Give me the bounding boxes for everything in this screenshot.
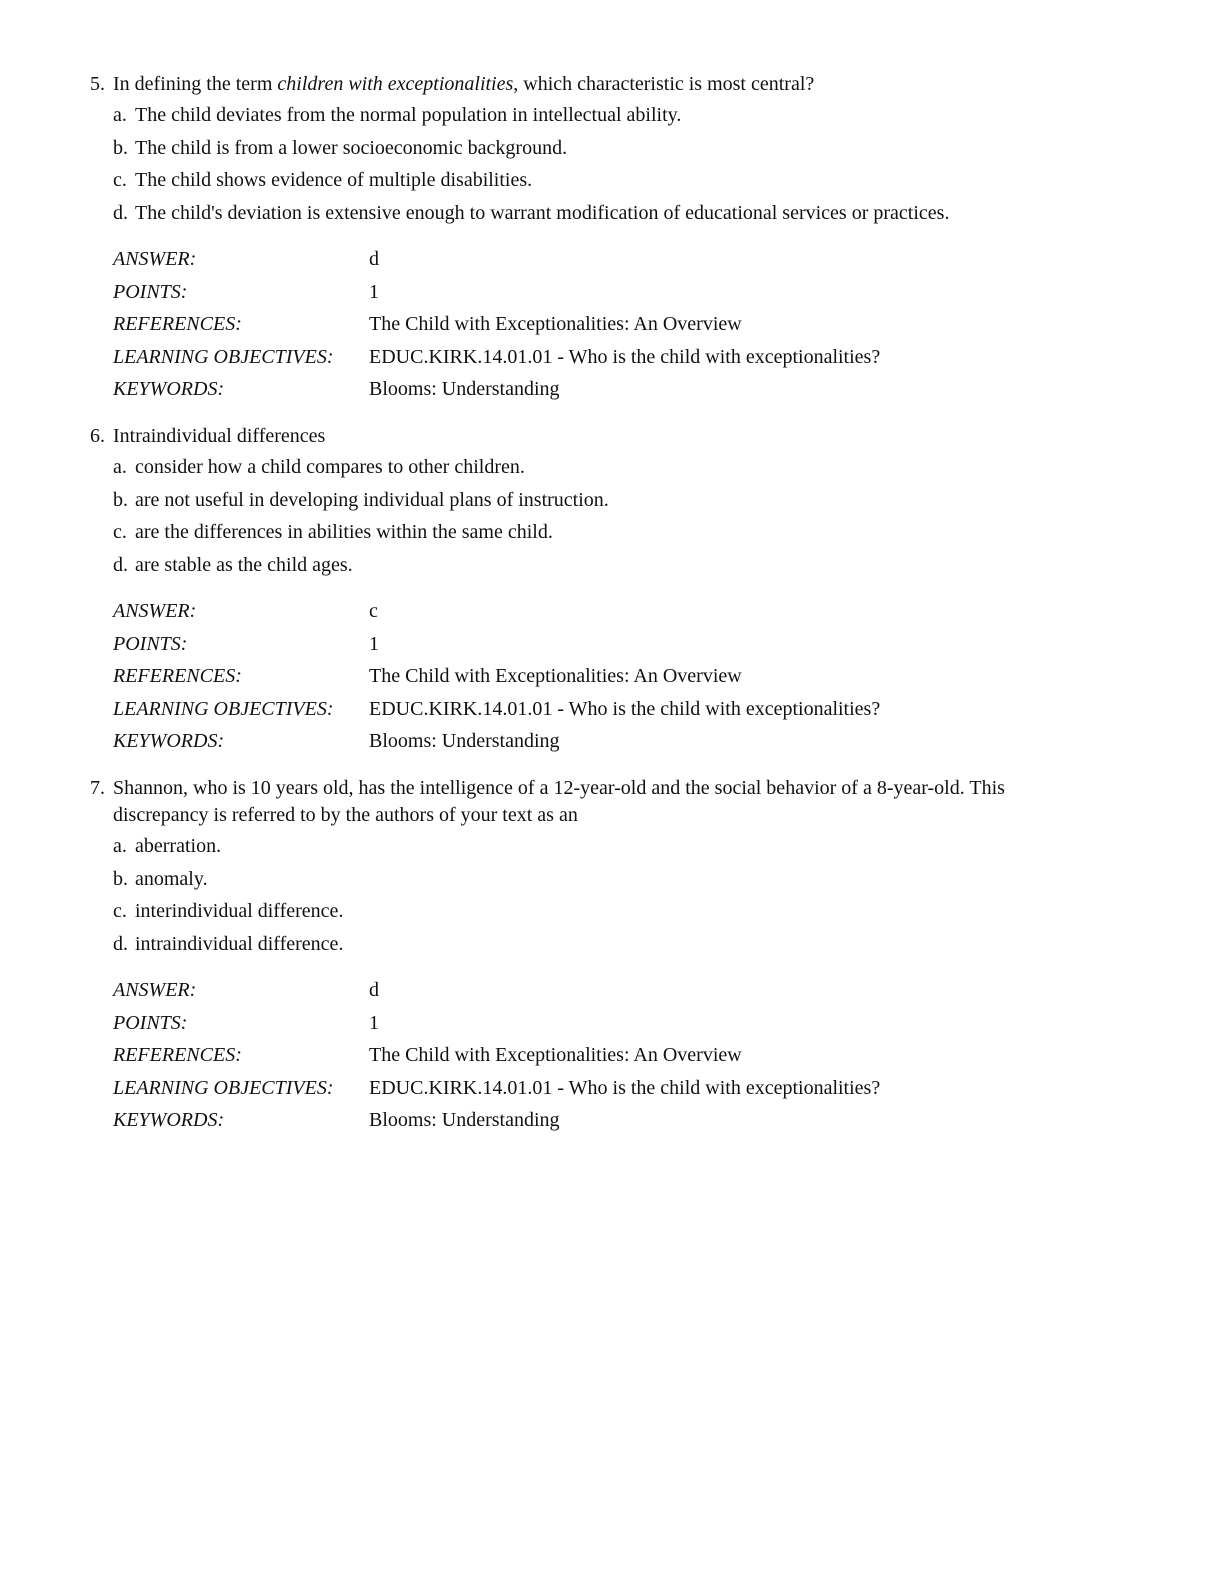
question-metadata — [113, 978, 1090, 1141]
option-letter: a. — [113, 104, 127, 126]
meta-answer — [113, 247, 1090, 280]
stem-text-after: , which characteristic is most central? — [513, 73, 815, 95]
meta-value: EDUC.KIRK.14.01.01 - Who is the child with exceptionalities? — [369, 697, 881, 720]
option-c — [113, 899, 1090, 932]
meta-label: KEYWORDS: — [113, 1109, 225, 1131]
meta-label: LEARNING OBJECTIVES: — [113, 345, 334, 368]
option-letter: d. — [113, 553, 128, 576]
meta-answer — [113, 978, 1090, 1011]
option-text: The child's deviation is extensive enough to warrant modification of educational services or practices. — [135, 201, 950, 224]
option-letter: b. — [113, 488, 128, 511]
question-number: 7. — [90, 777, 105, 799]
option-letter: c. — [113, 900, 127, 922]
option-a — [113, 103, 1090, 136]
meta-value: 1 — [369, 1011, 379, 1034]
meta-label: REFERENCES: — [113, 1044, 242, 1066]
option-text: The child is from a lower socioeconomic background. — [135, 136, 568, 159]
option-text: consider how a child compares to other children. — [135, 456, 525, 478]
option-b — [113, 136, 1090, 169]
option-b — [113, 867, 1090, 900]
meta-label: REFERENCES: — [113, 665, 242, 687]
option-b — [113, 488, 1090, 521]
meta-value: d — [369, 979, 379, 1001]
question-metadata — [113, 247, 1090, 410]
option-letter: c. — [113, 521, 127, 543]
option-text: The child deviates from the normal population in intellectual ability. — [135, 104, 682, 126]
stem-text-before: In defining the term — [113, 73, 278, 95]
meta-label: REFERENCES: — [113, 313, 242, 335]
option-letter: d. — [113, 932, 128, 955]
meta-references — [113, 1043, 1090, 1076]
question-6 — [90, 423, 1090, 762]
meta-value: EDUC.KIRK.14.01.01 - Who is the child with exceptionalities? — [369, 345, 881, 368]
option-letter: c. — [113, 169, 127, 191]
option-letter: a. — [113, 456, 127, 478]
meta-label: LEARNING OBJECTIVES: — [113, 1076, 334, 1099]
meta-value: 1 — [369, 280, 379, 303]
question-text — [113, 71, 1090, 98]
meta-learning-objectives — [113, 1076, 1090, 1109]
meta-points — [113, 1011, 1090, 1044]
option-c — [113, 520, 1090, 553]
option-text: intraindividual difference. — [135, 932, 344, 955]
meta-learning-objectives — [113, 345, 1090, 378]
question-text: Shannon, who is 10 years old, has the intelligence of a 12-year-old and the social behavior of a 8-year-old. This discrepancy is referred to by the authors of your text as an — [113, 777, 1005, 826]
answer-options — [113, 834, 1090, 964]
option-letter: a. — [113, 835, 127, 857]
question-text: Intraindividual differences — [113, 425, 326, 447]
option-d — [113, 932, 1090, 965]
meta-label: POINTS: — [113, 280, 188, 303]
question-stem — [90, 423, 1090, 450]
answer-options — [113, 103, 1090, 233]
meta-value: d — [369, 248, 379, 270]
meta-points — [113, 632, 1090, 665]
meta-value: The Child with Exceptionalities: An Overview — [369, 1044, 742, 1066]
option-d — [113, 553, 1090, 586]
option-letter: b. — [113, 136, 128, 159]
question-stem — [90, 71, 1090, 98]
meta-label: POINTS: — [113, 632, 188, 655]
meta-value: The Child with Exceptionalities: An Overview — [369, 665, 742, 687]
question-stem — [90, 775, 1090, 829]
meta-keywords — [113, 377, 1090, 410]
meta-value: c — [369, 600, 378, 622]
meta-label: ANSWER: — [113, 600, 197, 622]
meta-references — [113, 664, 1090, 697]
option-text: anomaly. — [135, 867, 208, 890]
option-d — [113, 201, 1090, 234]
question-number: 5. — [90, 73, 105, 95]
option-text: aberration. — [135, 835, 222, 857]
option-text: interindividual difference. — [135, 900, 344, 922]
meta-value: Blooms: Understanding — [369, 378, 560, 400]
meta-value: EDUC.KIRK.14.01.01 - Who is the child with exceptionalities? — [369, 1076, 881, 1099]
meta-answer — [113, 599, 1090, 632]
meta-label: POINTS: — [113, 1011, 188, 1034]
meta-label: ANSWER: — [113, 979, 197, 1001]
question-number: 6. — [90, 425, 105, 447]
meta-keywords — [113, 1108, 1090, 1141]
stem-italic-term: children with exceptionalities — [277, 73, 514, 95]
question-metadata — [113, 599, 1090, 762]
meta-keywords — [113, 729, 1090, 762]
option-a — [113, 455, 1090, 488]
option-text: are the differences in abilities within the same child. — [135, 521, 553, 543]
meta-label: KEYWORDS: — [113, 378, 225, 400]
meta-value: Blooms: Understanding — [369, 1109, 560, 1131]
meta-label: ANSWER: — [113, 248, 197, 270]
option-a — [113, 834, 1090, 867]
meta-value: Blooms: Understanding — [369, 730, 560, 752]
question-5 — [90, 71, 1090, 410]
answer-options — [113, 455, 1090, 585]
option-text: are not useful in developing individual plans of instruction. — [135, 488, 609, 511]
option-text: The child shows evidence of multiple disabilities. — [135, 169, 533, 191]
option-text: are stable as the child ages. — [135, 553, 353, 576]
option-letter: b. — [113, 867, 128, 890]
meta-label: KEYWORDS: — [113, 730, 225, 752]
meta-label: LEARNING OBJECTIVES: — [113, 697, 334, 720]
meta-references — [113, 312, 1090, 345]
meta-points — [113, 280, 1090, 313]
meta-value: The Child with Exceptionalities: An Overview — [369, 313, 742, 335]
option-c — [113, 168, 1090, 201]
question-7 — [90, 775, 1090, 1141]
meta-learning-objectives — [113, 697, 1090, 730]
meta-value: 1 — [369, 632, 379, 655]
option-letter: d. — [113, 201, 128, 224]
